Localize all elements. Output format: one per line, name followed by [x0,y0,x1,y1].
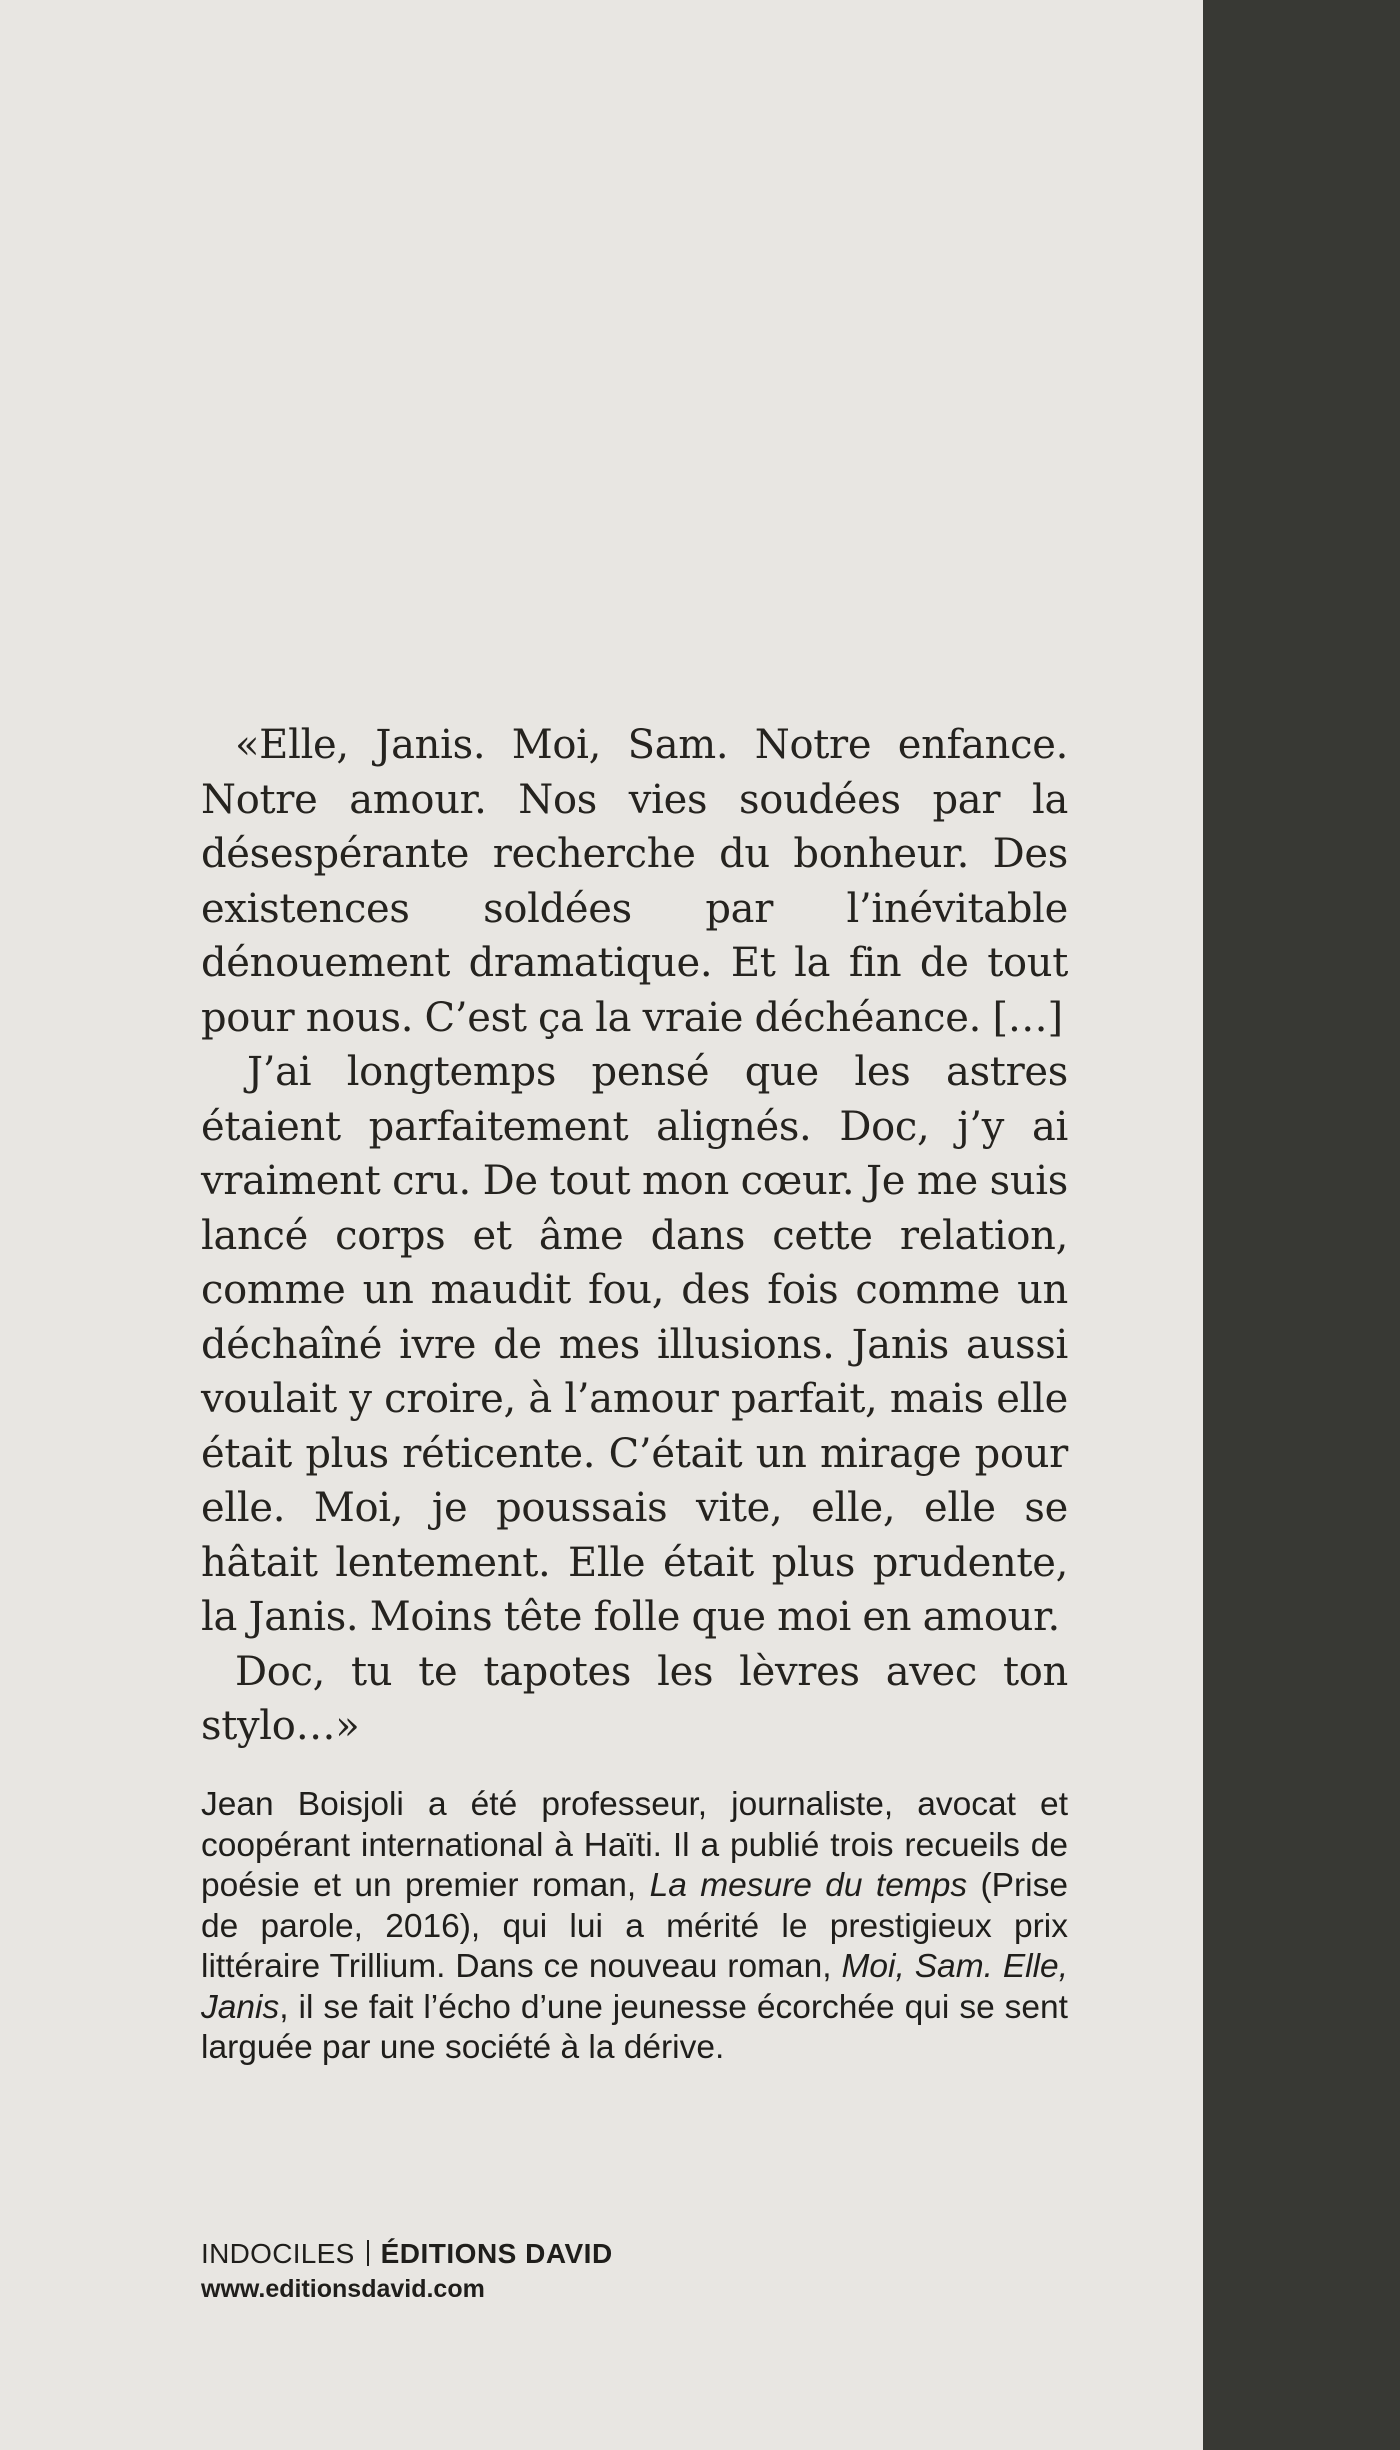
bio-text-1: Jean Boisjoli a été professeur, journaliste, avocat et coopérant international à Haïti. Il a publié trois recueils de poésie et un premier roman, [201,1786,1068,1904]
excerpt-paragraph-1: «Elle, Janis. Moi, Sam. Notre enfance. Notre amour. Nos vies soudées par la désespérante recherche du bonheur. Des existences soldées par l’inévitable dénouement dramatique. Et la fin de tout pour nous. C’est ça la vraie déchéance. […] [201,722,1068,1041]
bio-text-3: , il se fait l’écho d’une jeunesse écorchée qui se sent larguée par une société à la dérive. [201,1988,1068,2066]
excerpt-paragraph-3: Doc, tu te tapotes les lèvres avec ton stylo…» [201,1648,1068,1749]
excerpt-paragraph-2: J’ai longtemps pensé que les astres étaient parfaitement alignés. Doc, j’y ai vraiment cru. De tout mon cœur. Je me suis lancé corps et âme dans cette relation, comme un maudit fou, des fois comme un déchaîné ivre de mes illusions. Janis aussi voulait y croire, à l’amour parfait, mais elle était plus réticente. C’était un mirage pour elle. Moi, je poussais vite, elle, elle se hâtait lentement. Elle était plus prudente, la Janis. Moins tête folle que moi en amour. [201,1049,1068,1640]
publisher-website: www.editionsdavid.com [201,2275,485,2303]
excerpt-quote [201,718,1068,1754]
cover-spine [1203,0,1400,2450]
bio-text-2: (Prise de parole, 2016), qui lui a mérité le prestigieux prix littéraire Trillium. Dans ce nouveau roman, [201,1867,1068,1985]
publisher-divider [367,2240,369,2266]
collection-name: INDOCILES [201,2238,355,2269]
publisher-name: ÉDITIONS DAVID [380,2238,613,2269]
author-bio [201,1785,1068,2069]
publisher-line [201,2236,613,2272]
book-title-la-mesure-du-temps: La mesure du temps [649,1867,968,1904]
book-title-moi-sam-elle-janis: Moi, Sam. Elle, Janis [201,1948,1069,2026]
